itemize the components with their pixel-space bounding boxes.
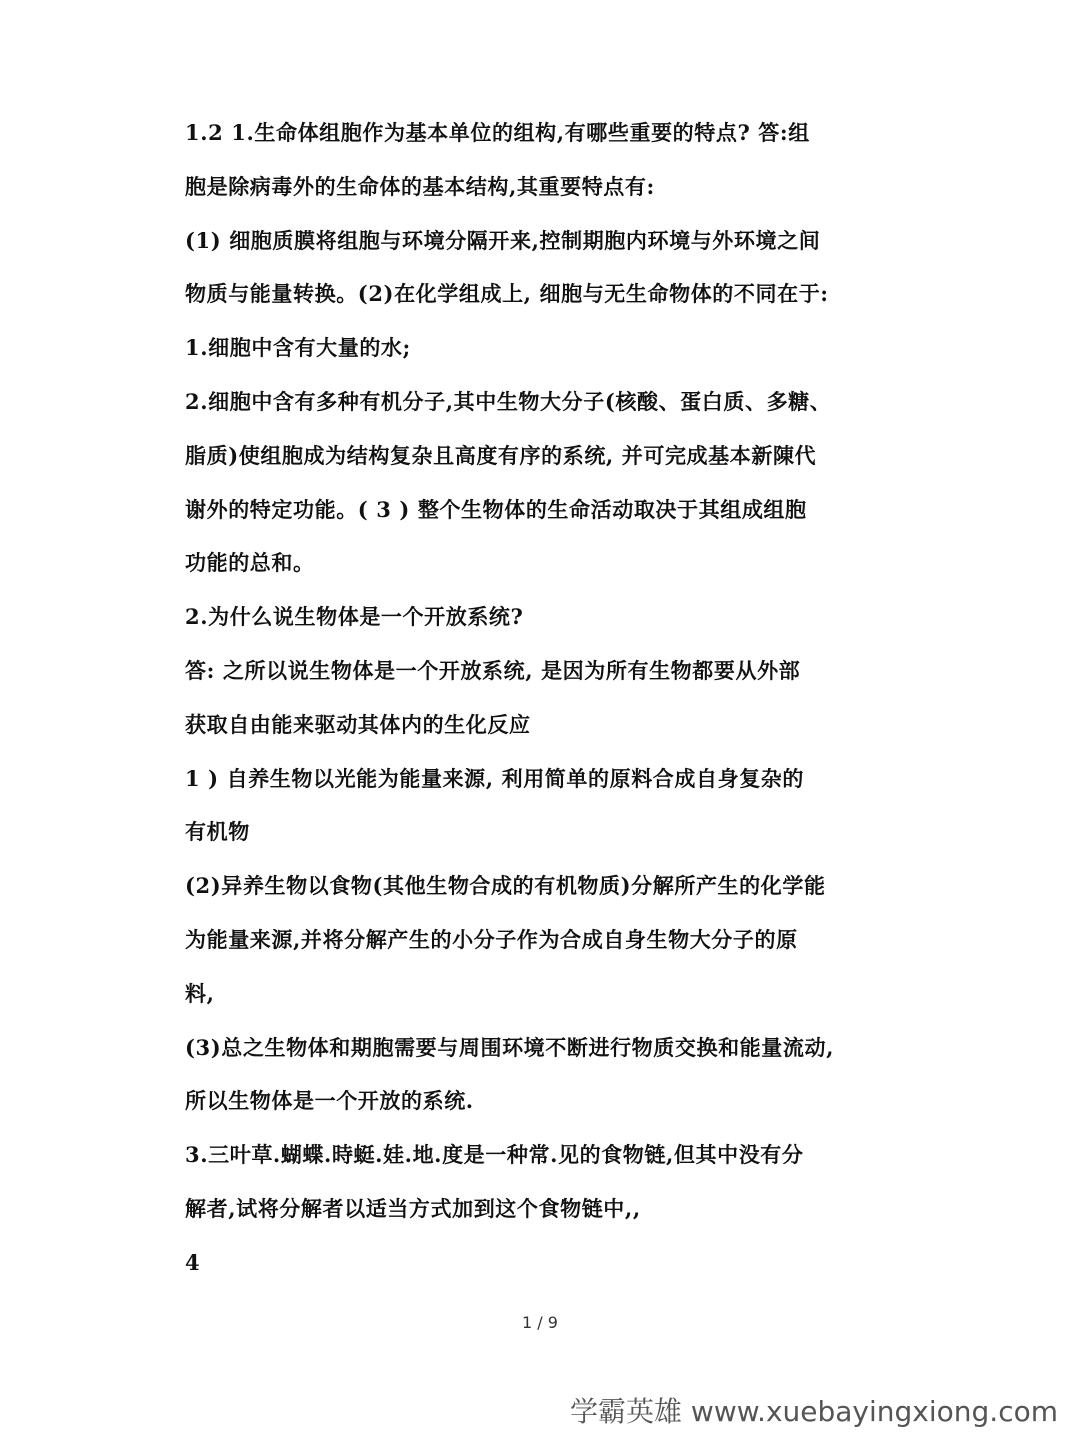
text-line: 2.为什么说生物体是一个开放系统?	[185, 604, 524, 630]
site-watermark: 学霸英雄 www.xuebayingxiong.com	[570, 1395, 1058, 1428]
page-number: 1 / 9	[522, 1313, 558, 1332]
text-line: 1.2 1.生命体组胞作为基本单位的组构,有哪些重要的特点? 答:组	[185, 120, 810, 145]
text-line: 解者,试将分解者以适当方式加到这个食物链中,,	[185, 1195, 641, 1221]
text-line: 物质与能量转换。(2)在化学组成上, 细胞与无生命物体的不同在于:	[185, 281, 829, 307]
text-line: 有机物	[185, 819, 250, 845]
text-line: 胞是除病毒外的生命体的基本结构,其重要特点有:	[185, 173, 655, 199]
text-line: (3)总之生物体和期胞需要与周围环境不断进行物质交换和能量流动,	[185, 1034, 834, 1060]
text-line: (1) 细胞质膜将组胞与环境分隔开来,控制期胞内环境与外环境之间	[185, 227, 821, 253]
text-line: 为能量来源,并将分解产生的小分子作为合成自身生物大分子的原	[185, 926, 798, 952]
text-line: 所以生物体是一个开放的系统.	[185, 1088, 474, 1114]
text-line: 料,	[185, 980, 215, 1006]
text-line: 答: 之所以说生物体是一个开放系统, 是因为所有生物都要从外部	[185, 657, 801, 683]
text-line: 3.三叶草.蝴蝶.時蜓.娃.地.度是一种常.见的食物链,但其中没有分	[185, 1142, 804, 1168]
text-line: 2.细胞中含有多种有机分子,其中生物大分子(核酸、蛋白质、多糖、	[185, 388, 832, 414]
text-line: 1.细胞中含有大量的水;	[185, 335, 411, 361]
text-line: 功能的总和。	[185, 550, 315, 576]
text-line: (2)异养生物以食物(其他生物合成的有机物质)分解所产生的化学能	[185, 873, 826, 899]
text-line: 脂质)使组胞成为结构复杂且高度有序的系统, 并可完成基本新陳代	[185, 442, 817, 468]
text-line: 4	[185, 1249, 201, 1275]
text-line: 谢外的特定功能。( 3 ) 整个生物体的生命活动取决于其组成组胞	[185, 496, 807, 522]
text-line: 获取自由能来驱动其体内的生化反应	[185, 711, 531, 737]
document-body	[185, 106, 905, 1290]
text-line: 1 ) 自养生物以光能为能量来源, 利用简单的原料合成自身复杂的	[185, 765, 804, 791]
